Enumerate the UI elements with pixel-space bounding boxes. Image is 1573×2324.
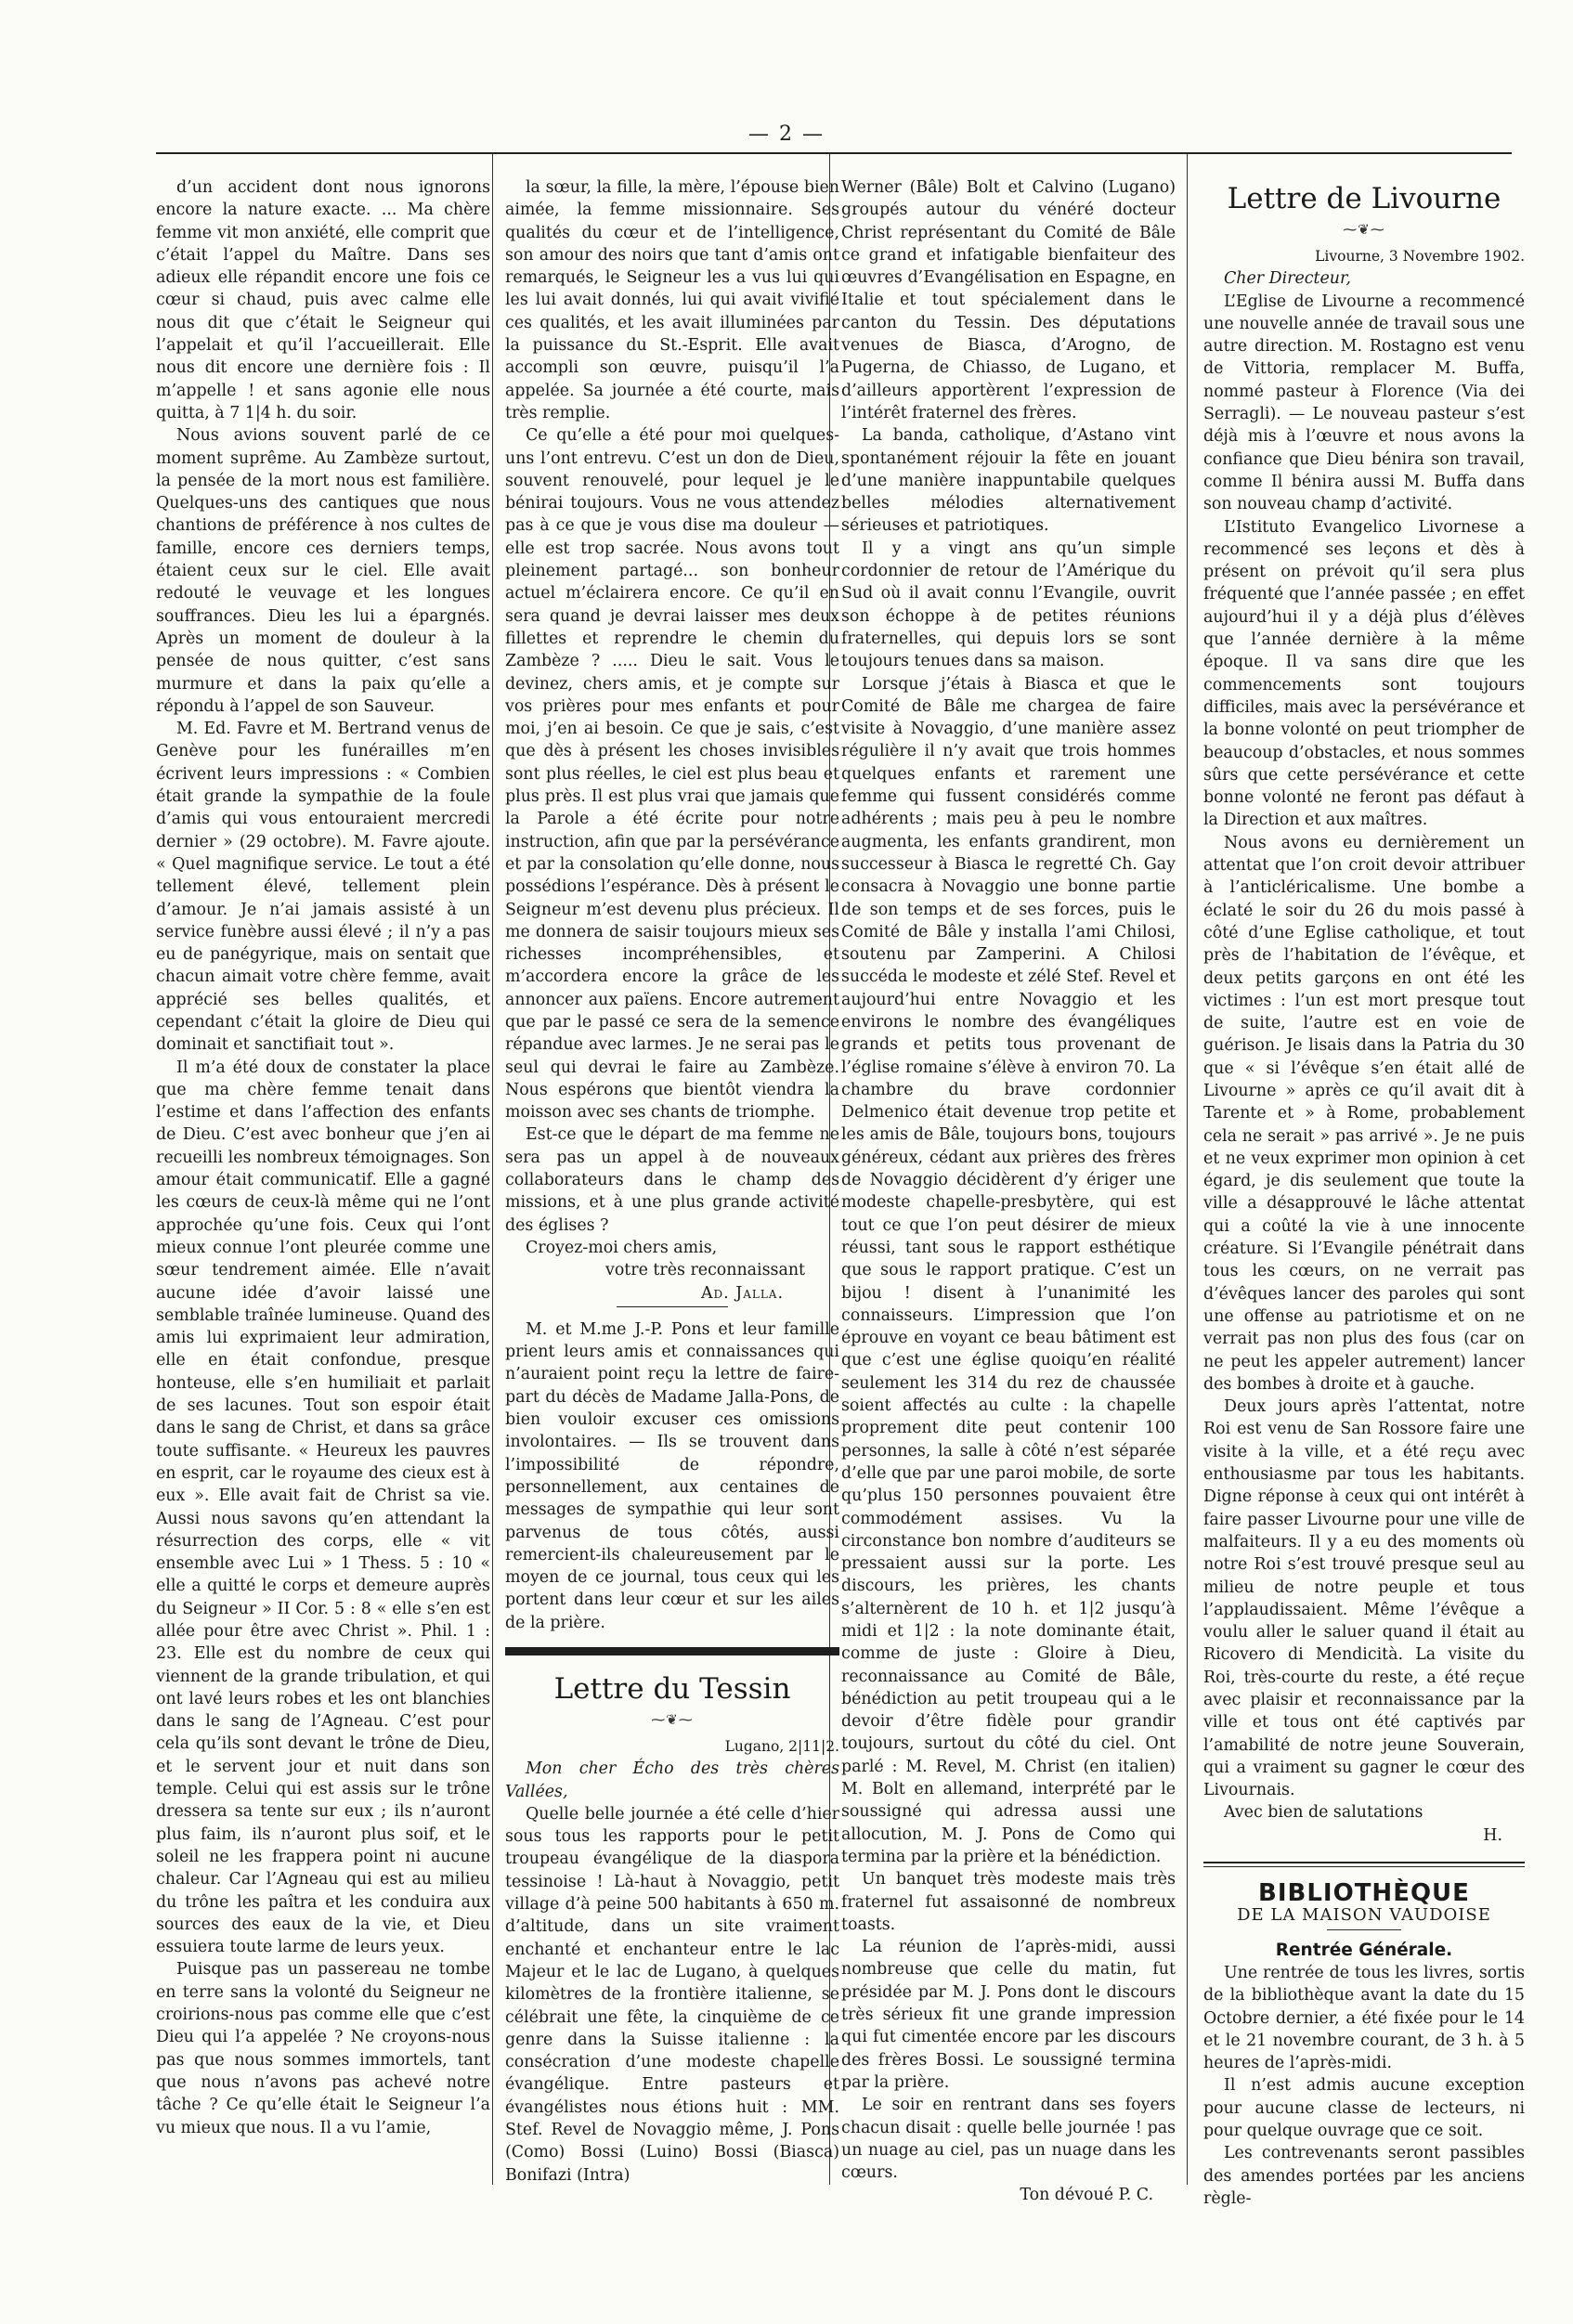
column-divider (492, 154, 493, 2185)
letter-closing: Croyez-moi chers amis, (526, 1238, 718, 1257)
letter-dateline: Lugano, 2|11|2. (724, 1738, 839, 1755)
paragraph: L’Eglise de Livourne a recommencé une nouvelle année de travail sous une autre direction. M. Rostagno est venu de Vittoria, remplacer M. Buffa, nommé pasteur à Florence (Via dei Serragli). — Le nouveau pasteur s’est déjà mis à l’œuvre et nous avons la confiance que Dieu bénira son travail, comme Il bénira aussi M. Buffa dans son nouveau champ d’activité. (1203, 292, 1525, 514)
paragraph: Il n’est admis aucune exception pour aucune classe de lecteurs, ni pour quelque ouvrage que ce soit. (1203, 2076, 1525, 2141)
letter-dateline: Livourne, 3 Novembre 1902. (1315, 248, 1525, 265)
header-rule (156, 152, 1512, 154)
paragraph: Puisque pas un passereau ne tombe en terre sans la volonté du Seigneur ne croirions-nous pas comme elle que c’est Dieu qui l’a appelée ? Ne croyons-nous pas que nous sommes immortels, tant que nous n’avons pas achevé notre tâche ? Ce qu’elle était le Seigneur l’a vu mieux que nous. Il a vu l’amie, (156, 1960, 490, 2137)
letter-closing-line: votre très reconnaissant (605, 1261, 806, 1280)
paragraph: Un banquet très modeste mais très fraternel fut assaisonné de nombreux toasts. (841, 1870, 1176, 1934)
ornament-icon: ⁓❦⁓ (1343, 221, 1385, 238)
paragraph: Ce qu’elle a été pour moi quelques-uns l’ont entrevu. C’est un don de Dieu, souvent renouvelé, pour lequel je le bénirai toujours. Vous ne vous attendez pas à ce que je vous dise ma douleur — elle est trop sacrée. Nous avons tout pleinement partagé... son bonheur actuel m’éclairera encore. Ce qu’il en sera quand je devrai laisser mes deux fillettes et reprendre le chemin du Zambèze ? ..... Dieu le sait. Vous le devinez, chers amis, et je compte sur vos prières pour mes enfants et pour moi, j’en ai besoin. Ce que je sais, c’est que dès à présent les choses invisibles sont plus réelles, le ciel est plus beau et plus près. Il est plus vrai que jamais que la Parole a été écrite pour notre instruction, afin que par la persévérance et par la consolation qu’elle donne, nous possédions l’espérance. Dès à présent le Seigneur m’est devenu plus précieux. Il me donnera de saisir toujours mieux ses richesses incompréhensibles, et m’accordera encore la grâce de les annoncer aux païens. Encore autrement que par le passé ce sera de la semence répandue avec larmes. Je ne serai pas le seul qui devrai le faire au Zambèze. Nous espérons que bientôt viendra la moisson avec ses chants de triomphe. (505, 426, 839, 1123)
paragraph: Une rentrée de tous les livres, sortis de la bibliothèque avant la date du 15 Octobre dernier, a été fixée pour le 14 et le 21 novembre courant, de 3 h. à 5 heures de l’après-midi. (1203, 1963, 1525, 2073)
paragraph: Nous avons eu dernièrement un attentat que l’on croit devoir attribuer à l’anticléricalisme. Une bombe a éclaté le soir du 26 du mois passé à côté d’une Eglise catholique, et tout près de l’habitation de l’évêque, et deux petits garçons en ont été les victimes : l’un est mort presque tout de suite, l’autre est en voie de guérison. Je lisais dans la Patria du 30 que « si l’évêque s’en était allé de Livourne » après ce qu’il avait dit à Tarente et » à Rome, probablement cela ne serait » pas arrivé ». Je ne puis et ne veux exprimer mon opinion à cet égard, je dis seulement que toute la ville a désapprouvé le lâche attentat qui a coûté la vie à une innocente créature. Si l’Evangile pénétrait dans tous les cœurs, on ne verrait pas d’évêques lancer des paroles qui sont une offense au patriotisme et on ne verrait pas non plus des fous (car on ne peut les appeler autrement) lancer des bombes à droite et à gauche. (1203, 833, 1525, 1394)
section-title-livourne: Lettre de Livourne (1227, 182, 1502, 215)
paragraph: Les contrevenants seront passibles des amendes portées par les anciens règle- (1203, 2144, 1525, 2208)
separator-rule (1327, 1929, 1401, 1930)
paragraph: Nous avions souvent parlé de ce moment suprême. Au Zambèze surtout, la pensée de la mort nous est familière. Quelques-uns des cantiques que nous chantions de préférence à nos cultes de famille, encore ces derniers temps, étaient ceux sur le ciel. Elle avait redouté le veuvage et les longues souffrances. Dieu les lui a épargnés. Après un moment de douleur à la pensée de nous quitter, c’est sans murmure et dans la paix qu’elle a répondu à l’appel de son Sauveur. (156, 426, 490, 716)
paragraph: la sœur, la fille, la mère, l’épouse bien aimée, la femme missionnaire. Ses qualités du cœur et de l’intelligence, son amour des noirs que tant d’amis ont remarqués, le Seigneur les a vus lui qui les lui avait donnés, lui qui avait vivifié ces qualités, et les avait illuminées par la puissance du St.-Esprit. Elle avait accompli son œuvre, puisqu’il l’a appelée. Sa journée a été courte, mais très remplie. (505, 178, 839, 422)
paragraph: La réunion de l’après-midi, aussi nombreuse que celle du matin, fut présidée par M. J. Pons dont le discours très sérieux fit une grande impression qui fut cimentée encore par les discours des frères Bossi. Le soussigné termina par la prière. (841, 1938, 1176, 2092)
notice-paragraph: M. et M.me J.-P. Pons et leur famille prient leurs amis et connaissances qui n’auraient point reçu la lettre de faire-part du décès de Madame Jalla-Pons, de bien vouloir excuser ces omissions involontaires. — Ils se trouvent dans l’impossibilité de répondre, personnellement, aux centaines de messages de sympathie qui leur sont parvenus de tous côtés, aussi remercient-ils chaleureusement par le moyen de ce journal, tous ceux qui les portent dans leur cœur et sur les ailes de la prière. (505, 1319, 839, 1632)
section-title-tessin: Lettre du Tessin (553, 1672, 791, 1706)
section-divider (505, 1647, 839, 1655)
section-title-bibliotheque: BIBLIOTHÈQUE (1258, 1879, 1470, 1908)
paragraph: M. Ed. Favre et M. Bertrand venus de Genève pour les funérailles m’en écrivent leurs impressions : « Combien était grande la sympathie de la foule d’amis qui vous entouraient mercredi dernier » (29 octobre). M. Favre ajoute. « Quel magnifique service. Le tout a été tellement élevé, tellement plein d’amour. Je n’ai jamais assisté à un service funèbre aussi élevé ; il n’y a pas eu de panégyrique, mais on sentait que chacun aimait votre chère femme, avait apprécié ses belles qualités, et cependant c’était la gloire de Dieu qui dominait et sanctifiait tout ». (156, 720, 490, 1055)
separator-rule (617, 1306, 728, 1307)
section-subtitle: DE LA MAISON VAUDOISE (1237, 1905, 1491, 1926)
paragraph: Quelle belle journée a été celle d’hier sous tous les rapports pour le petit troupeau évangélique de la diaspora tessinoise ! Là-haut à Novaggio, petit village d’à peine 500 habitants à 650 m. d’altitude, dans un site vraiment enchanté et enchanteur entre le lac Majeur et le lac de Lugano, à quelques kilomètres de la frontière italienne, se célébrait une fête, la cinquième de ce genre dans la Suisse italienne : la consécration d’une modeste chapelle évangélique. Entre pasteurs et évangélistes nous étions huit : MM. Stef. Revel de Novaggio même, J. Pons (Como) Bossi (Luino) Bossi (Biasca) Bonifazi (Intra) (505, 1804, 839, 2185)
paragraph: Werner (Bâle) Bolt et Calvino (Lugano) groupés autour du vénéré docteur Christ représentant du Comité de Bâle ce grand et infatigable bienfaiteur des œuvres d’Evangélisation en Espagne, en Italie et tout spécialement dans le canton du Tessin. Des députations venues de Biasca, d’Arogno, de Pugerna, de Chiasso, de Lugano, et d’ailleurs apportèrent l’expression de l’intérêt fraternel des frères. (841, 178, 1176, 422)
section-divider (1203, 1862, 1525, 1867)
notice-heading: Rentrée Générale. (1275, 1940, 1453, 1960)
paragraph: L’Istituto Evangelico Livornese a recommencé ses leçons et dès à présent on prévoit qu’il sera plus fréquenté que l’année passée ; en effet aujourd’hui il y a déjà plus d’élèves que l’année dernière à la même époque. Il va sans dire que les commencements sont toujours difficiles, mais avec la persévérance et la bonne volonté on peut triompher de beaucoup d’obstacles, et nous sommes sûrs que cette persévérance et cette bonne volonté ne feront pas défaut à la Direction et aux maîtres. (1203, 517, 1525, 830)
column-4 (1203, 176, 1525, 2208)
column-divider (1187, 154, 1188, 2185)
paragraph: Il y a vingt ans qu’un simple cordonnier de retour de l’Amérique du Sud où il avait connu l’Evangile, ouvrit son échoppe à de petites réunions fraternelles, qui depuis lors se sont toujours tenues dans sa maison. (841, 539, 1176, 671)
ornament-icon: ⁓❦⁓ (651, 1711, 694, 1728)
paragraph: d’un accident dont nous ignorons encore la nature exacte. ... Ma chère femme vit mon anxiété, elle comprit que c’était l’appel du Maître. Dans ses adieux elle répandit encore une fois ce cœur si chaud, puis avec calme elle nous dit que c’était le Seigneur qui l’appelait et qu’il l’accueillerait. Elle nous dit encore une dernière fois : Il m’appelle ! et sans agonie elle nous quitta, à 7 1|4 h. du soir. (156, 178, 490, 422)
paragraph: Le soir en rentrant dans ses foyers chacun disait : quelle belle journée ! pas un nuage au ciel, pas un nuage dans les cœurs. (841, 2096, 1176, 2183)
letter-signature: Ton dévoué P. C. (1020, 2186, 1153, 2205)
letter-signature: H. (1483, 1825, 1502, 1845)
paragraph: Avec bien de salutations (1224, 1803, 1424, 1823)
column-3 (841, 176, 1176, 2205)
paragraph: Il m’a été doux de constater la place que ma chère femme tenait dans l’estime et dans l’affection des enfants de Dieu. C’est avec bonheur que j’en ai recueilli les nombreux témoignages. Son amour était communicatif. Elle a gagné les cœurs de ceux-là même qui ne l’ont approchée qu’une fois. Ceux qui l’ont mieux connue l’ont pleurée comme une sœur tendrement aimée. Elle n’avait aucune idée d’avoir laissé une semblable traînée lumineuse. Quand des amis lui exprimaient leur admiration, elle en était confondue, presque honteuse, elle s’en humiliait et parlait de ses lacunes. Tout son espoir était dans le sang de Christ, et dans sa grâce toute suffisante. « Heureux les pauvres en esprit, car le royaume des cieux est à eux ». Elle avait fait de Christ sa vie. Aussi nous savons qu’en attendant la résurrection des corps, elle « vit ensemble avec Lui » 1 Thess. 5 : 10 « elle a quitté le corps et demeure auprès du Seigneur » II Cor. 5 : 8 « elle s’en est allée pour être avec Christ ». Phil. 1 : 23. Elle est du nombre de ceux qui viennent de la grande tribulation, et qui ont lavé leurs robes et les ont blanchies dans le sang de l’Agneau. C’est pour cela qu’ils sont devant le trône de Dieu, et le servent jour et nuit dans son temple. Celui qui est assis sur le trône dressera sa tente sur eux ; ils n’auront plus faim, ils n’auront plus soif, et le soleil ne les frappera point ni aucune chaleur. Car l’Agneau qui est au milieu du trône les paîtra et les conduira aux sources des eaux de la vie, et Dieu essuiera toute larme de leurs yeux. (156, 1058, 490, 1957)
letter-signature: Ad. Jalla. (700, 1283, 784, 1303)
paragraph: La banda, catholique, d’Astano vint spontanément réjouir la fête en jouant d’une manière inappuntabile quelques belles mélodies alternativement sérieuses et patriotiques. (841, 426, 1176, 536)
paragraph: Est-ce que le départ de ma femme ne sera pas un appel à de nouveaux collaborateurs dans le champ des missions, et à une plus grande activité des églises ? (505, 1125, 839, 1235)
letter-salutation: Cher Directeur, (1224, 269, 1351, 289)
page-number: — 2 — (748, 123, 825, 146)
column-1 (156, 176, 490, 2185)
paragraph: Lorsque j’étais à Biasca et que le Comité de Bâle me chargea de faire visite à Novaggio, d’une manière assez régulière il n’y avait que trois hommes quelques enfants et rarement une femme qui fussent considérés comme adhérents ; mais peu à peu le nombre augmenta, les enfants grandirent, mon successeur à Biasca le regretté Ch. Gay consacra à Novaggio une bonne partie de son temps et de ses forces, puis le Comité de Bâle y installa l’ami Chilosi, soutenu par Zamperini. A Chilosi succéda le modeste et zélé Stef. Revel et aujourd’hui entre Novaggio et les environs le nombre des évangéliques grands et petits tous provenant de l’église romaine s’élève à environ 70. La chambre du brave cordonnier Delmenico était devenue trop petite et les amis de Bâle, toujours bons, toujours généreux, cédant aux prières des frères de Novaggio décidèrent d’y ériger une modeste chapelle-presbytère, qui est tout ce que l’on peut désirer de mieux réussi, tant sous le rapport esthétique que sous le rapport pratique. C’est un bijou ! disent à l’unanimité les connaisseurs. L’impression que l’on éprouve en voyant ce beau bâtiment est que c’est une église quoiqu’en réalité seulement les 314 du rez de chaussée soient affectés au culte : la chapelle proprement dite peut contenir 100 personnes, la salle à côté n’est séparée d’elle que par une paroi mobile, de sorte qu’plus 150 personnes pouvaient être commodément assises. Vu la circonstance bon nombre d’auditeurs se pressaient aussi sur la porte. Les discours, les prières, les chants s’alternèrent de 10 h. et 1|2 jusqu’à midi et 1|2 : la note dominante était, comme de juste : Gloire à Dieu, reconnaissance au Comité de Bâle, bénédiction au petit troupeau qui a le devoir d’être fidèle pour grandir toujours, surtout du côté du ciel. Ont parlé : M. Revel, M. Christ (en italien) M. Bolt en allemand, interprété par le soussigné qui adressa aussi une allocution, M. J. Pons de Como qui termina par la prière et la bénédiction. (841, 674, 1176, 1866)
paragraph: Deux jours après l’attentat, notre Roi est venu de San Rossore faire une visite à la ville, et a été reçu avec enthousiasme par tous les habitants. Digne réponse à ceux qui ont intérêt à faire passer Livourne pour une ville de malfaiteurs. Il y a eu des moments où notre Roi s’est trouvé presque seul au milieu de notre peuple et tous l’applaudissaient. Même l’évêque a voulu aller le saluer quand il était au Ricovero di Mendicità. La visite du Roi, très-courte du reste, a été reçue avec plaisir et reconnaissance par la ville et tous ont été captivés par l’amabilité de notre jeune Souverain, qui a vraiment su gagner le cœur des Livournais. (1203, 1397, 1525, 1800)
letter-salutation: Mon cher Écho des très chères Vallées, (505, 1759, 839, 1801)
column-2 (505, 176, 839, 2185)
